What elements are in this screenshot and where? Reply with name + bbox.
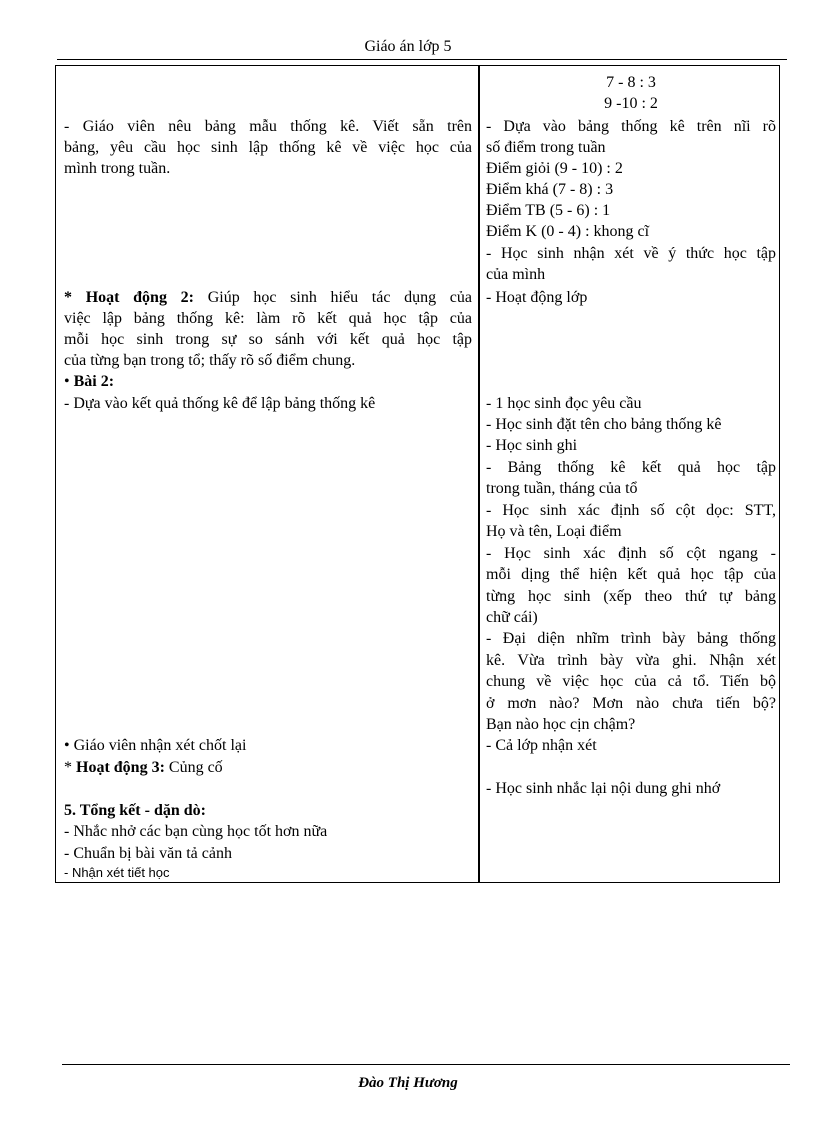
teacher-conclusion (64, 735, 472, 756)
text-line: - Học sinh đặt tên cho bảng thống kê (486, 416, 722, 433)
activity-2-heading (64, 287, 472, 308)
text-line: mình trong tuần. (64, 160, 171, 177)
summary-heading (64, 800, 472, 821)
activity-2-text: Giúp học sinh hiểu tác dụng của (207, 289, 473, 306)
text-line: của mình (486, 266, 546, 283)
text-line: - Cả lớp nhận xét (486, 737, 597, 754)
activity-3-prefix: * (64, 759, 72, 776)
text-line: - 1 học sinh đọc yêu cầu (486, 395, 642, 412)
text-line: Điểm K (0 - 4) : khong cĩ (486, 223, 650, 240)
text-line: - Đại diện nhĩm trình bày bảng thống (486, 630, 776, 647)
text-line: của từng bạn trong tổ; thấy rõ số điểm chung. (64, 352, 356, 369)
footer-rule (62, 1064, 790, 1065)
activity-2-label: * Hoạt động 2: (64, 289, 194, 306)
text-line: - Dựa vào kết quả thống kê để lập bảng thống kê (64, 395, 376, 412)
text-line: - Học sinh nhắc lại nội dung ghi nhớ (486, 780, 721, 797)
activity-3-text: Củng cố (168, 759, 223, 776)
text-line: - Học sinh xác định số cột dọc: STT, (486, 502, 776, 519)
teacher-conclusion-text: Giáo viên nhận xét chốt lại (73, 737, 247, 754)
text-line: từng học sinh (xếp theo thứ tự bảng (486, 588, 776, 605)
text-line: - Học sinh nhận xét về ý thức học tập (486, 245, 776, 262)
text-line: - Giáo viên nêu bảng mẫu thống kê. Viết sẵn trên (64, 118, 472, 135)
lesson-table (55, 65, 780, 883)
text-line: việc lập bảng thống kê: làm rõ kết quả học tập của (64, 310, 472, 327)
text-line: số điểm trong tuần (486, 139, 606, 156)
text-line: kê. Vừa trình bày vừa ghi. Nhận xét (486, 652, 776, 669)
page-header-title: Giáo án lớp 5 (364, 38, 452, 55)
text-line: - Học sinh ghi (486, 437, 578, 454)
bullet-icon: • (64, 373, 70, 390)
activity-3-heading (64, 757, 472, 778)
text-line: - Bảng thống kê kết quả học tập (486, 459, 776, 476)
text-line: Họ và tên, Loại điểm (486, 523, 622, 540)
text-line: - Học sinh xác định số cột ngang - (486, 545, 776, 562)
text-line: Điểm khá (7 - 8) : 3 (486, 181, 614, 198)
text-line: mỗi học sinh trong sự so sánh với kết quả học tập (64, 331, 472, 348)
text-line: chữ cái) (486, 609, 538, 626)
text-line: bảng, yêu cầu học sinh lập thống kê về việc học của (64, 139, 472, 156)
score-line: 7 - 8 : 3 (606, 74, 656, 91)
summary-label: 5. Tổng kết - dặn dò: (64, 802, 206, 819)
header-rule (57, 59, 787, 60)
activity-3-label: Hoạt động 3: (76, 759, 165, 776)
column-divider (478, 66, 480, 882)
exercise-2-heading (64, 371, 472, 392)
footer-author: Đào Thị Hương (358, 1075, 458, 1091)
bullet-icon: • (64, 737, 70, 754)
text-line: mỗi dịng thể hiện kết quả học tập của (486, 566, 776, 583)
text-line: Bạn nào học cịn chậm? (486, 716, 636, 733)
text-line: - Hoạt động lớp (486, 289, 588, 306)
text-line: chung về việc học của cả tổ. Tiến bộ (486, 673, 776, 690)
text-line: Điểm giỏi (9 - 10) : 2 (486, 160, 623, 177)
text-line: - Dựa vào bảng thống kê trên nĩi rõ (486, 118, 776, 135)
exercise-2-label: Bài 2: (73, 373, 115, 390)
text-line: - Nhắc nhở các bạn cùng học tốt hơn nữa (64, 823, 328, 840)
text-line: - Chuẩn bị bài văn tả cảnh (64, 845, 232, 862)
text-line: - Nhận xét tiết học (64, 865, 170, 880)
text-line: ở mơn nào? Mơn nào chưa tiến bộ? (486, 695, 776, 712)
text-line: trong tuần, tháng của tổ (486, 480, 638, 497)
text-line: Điểm TB (5 - 6) : 1 (486, 202, 611, 219)
score-line: 9 -10 : 2 (604, 95, 658, 112)
